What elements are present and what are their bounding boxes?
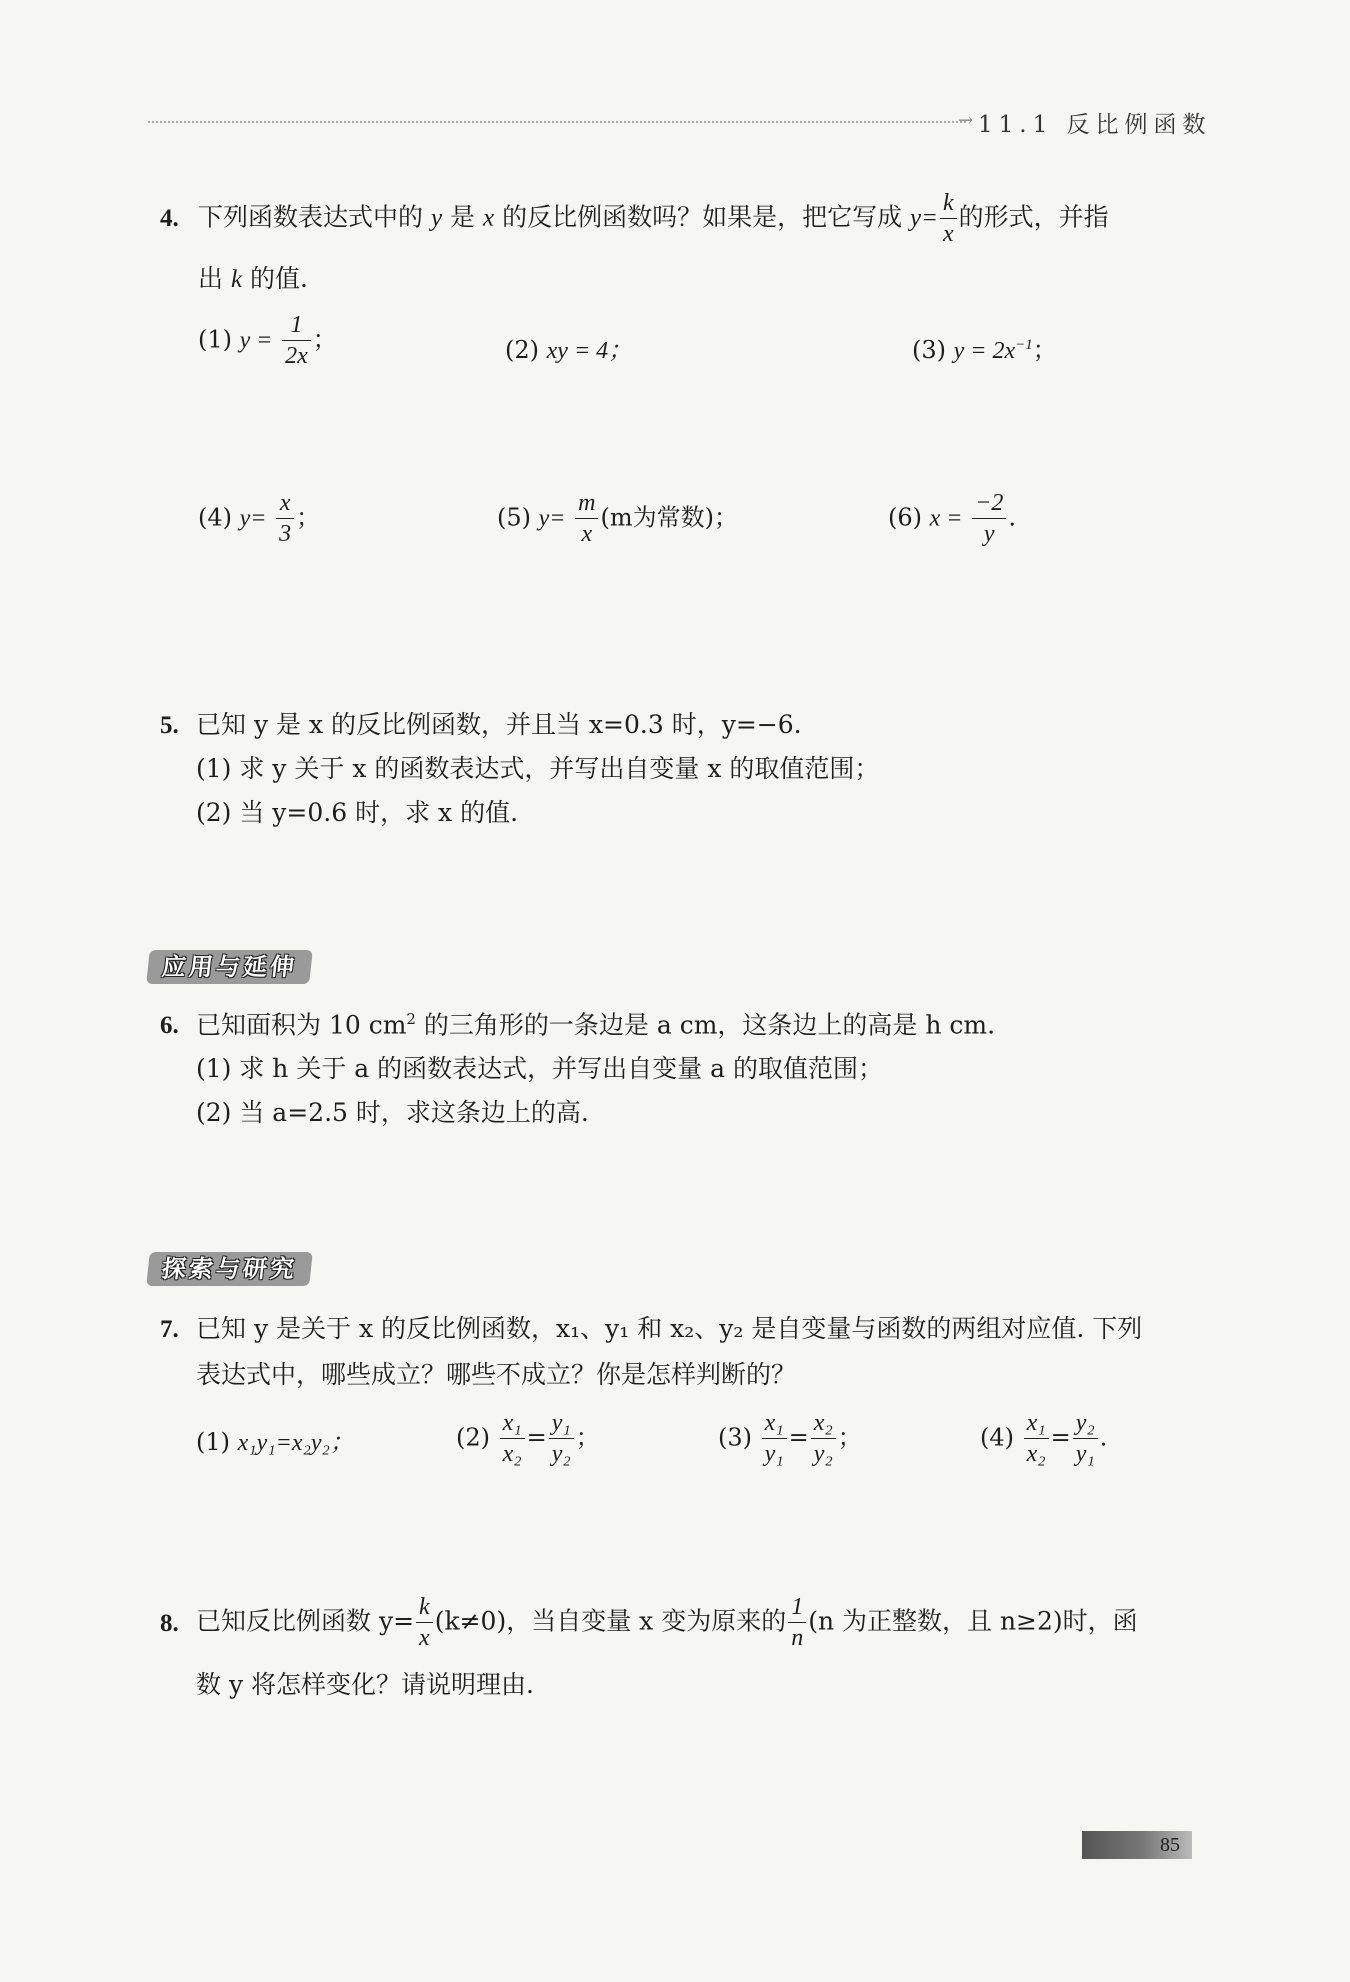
q4-item-5: (5) y= $\frac{m}{x}$ (m为常数)； [497,490,738,548]
question-8-line-1: 已知反比例函数 y= $\frac{k}{x}$ (k≠0)，当自变量 x 变为原来的 $\frac{1}{n}$ (n 为正整数，且 n≥2)时，函 [196,1594,1138,1652]
question-8-number: 8. [160,1610,179,1637]
question-5-line-1: 已知 y 是 x 的反比例函数，并且当 x=0.3 时，y=−6. [196,710,802,739]
question-6-sub-1: (1) 求 h 关于 a 的函数表达式，并写出自变量 a 的取值范围； [196,1054,883,1083]
header-dotted-rule [148,121,966,123]
kx-fraction: $\frac{k}{x}$ [940,190,957,248]
question-5-sub-2: (2) 当 y=0.6 时，求 x 的值. [196,798,519,827]
q4-item-3: (3) $y = 2x^{-1}$； [912,336,1057,364]
question-4-line-1: 下列函数表达式中的 y 是 x 的反比例函数吗？如果是，把它写成 y= $\frac{k}{x}$ 的形式，并指 [198,190,1109,248]
page-number: 85 [1160,1834,1180,1856]
section-badge-exploration: 探索与研究 [146,1252,313,1286]
question-7-line-1: 已知 y 是关于 x 的反比例函数，x₁、y₁ 和 x₂、y₂ 是自变量与函数的两组对应值. 下列 [196,1314,1143,1343]
q4-item-1: (1) y = $\frac{1}{2x}$ ； [198,312,337,370]
header-arrow-icon: → [958,110,974,131]
question-7-number: 7. [160,1316,179,1343]
question-4-number: 4. [160,205,179,232]
question-6-sub-2: (2) 当 a=2.5 时，求这条边上的高. [196,1098,589,1127]
section-badge-application: 应用与延伸 [146,950,313,984]
q4-item-4: (4) y= $\frac{x}{3}$ ； [198,490,321,548]
question-6-number: 6. [160,1012,179,1039]
q7-item-1: (1) x₁y₁=x₂y₂； [196,1428,354,1456]
question-5-number: 5. [160,712,179,739]
q7-item-4: (4) $\frac{\text{x₁}}{\text{x₂}}$ = $\frac{\text{y₂}}{\text{y₁}}$ . [980,1410,1108,1468]
q4-item-6: (6) x = $\frac{-2}{y}$ . [888,490,1016,548]
question-8-line-2: 数 y 将怎样变化？请说明理由. [196,1670,534,1699]
question-6-line-1: 已知面积为 10 $cm^2$ 的三角形的一条边是 a cm，这条边上的高是 h cm. [196,1010,996,1040]
question-5-sub-1: (1) 求 y 关于 x 的函数表达式，并写出自变量 x 的取值范围； [196,754,880,783]
question-4-line-2: 出 k 的值. [198,264,308,293]
section-header: 11.1 反比例函数 [978,112,1212,138]
q4-item-2: (2) xy = 4； [505,336,633,364]
q7-item-3: (3) $\frac{\text{x₁}}{\text{y₁}}$ = $\frac{\text{x₂}}{\text{y₂}}$ ； [718,1410,862,1468]
q7-item-2: (2) $\frac{\text{x₁}}{\text{x₂}}$ = $\frac{\text{y₁}}{\text{y₂}}$ ； [456,1410,600,1468]
question-7-line-2: 表达式中，哪些成立？哪些不成立？你是怎样判断的？ [196,1360,797,1389]
